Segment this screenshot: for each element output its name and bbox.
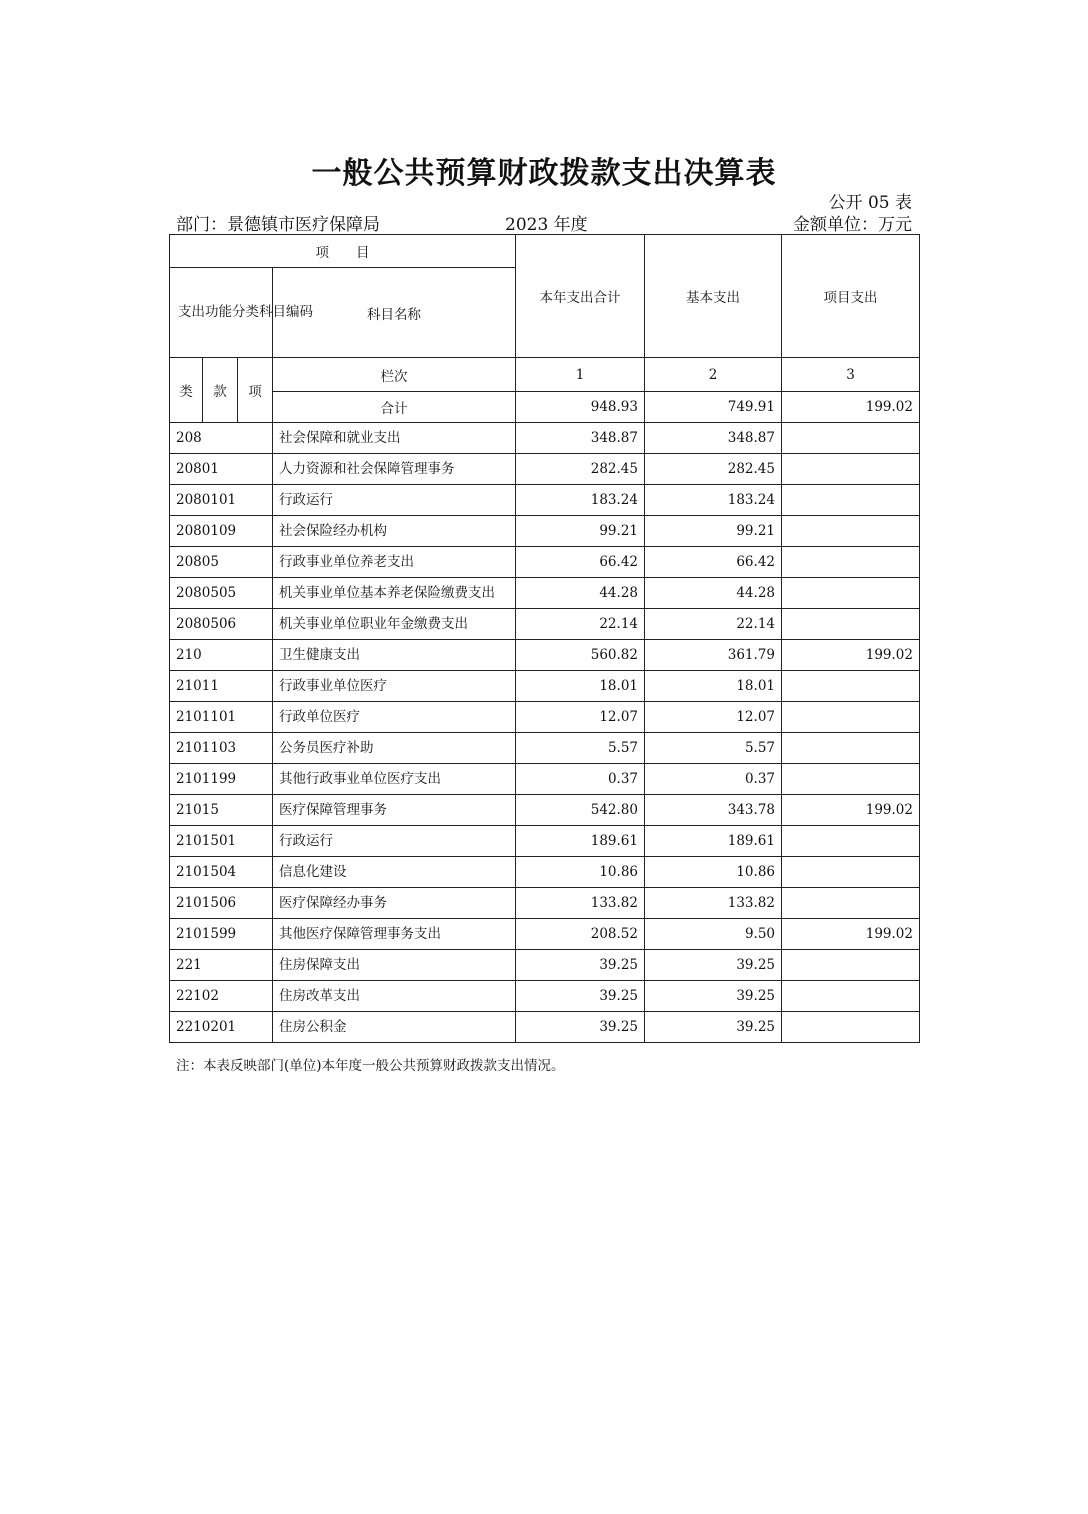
header-subject-name: 科目名称: [273, 268, 516, 358]
header-project: 项目支出: [782, 235, 920, 358]
row-basic: 9.50: [645, 919, 782, 950]
row-project: [782, 1012, 920, 1043]
row-project: [782, 857, 920, 888]
table-row: [170, 857, 920, 888]
header-basic: 基本支出: [645, 235, 782, 358]
row-project: [782, 888, 920, 919]
row-total: 18.01: [516, 671, 645, 702]
row-total: 5.57: [516, 733, 645, 764]
row-subject-name: 社会保障和就业支出: [273, 423, 516, 454]
row-total: 39.25: [516, 981, 645, 1012]
row-basic: 39.25: [645, 1012, 782, 1043]
row-code: 2101599: [170, 919, 273, 950]
row-subject-name: 行政运行: [273, 826, 516, 857]
row-code: 21011: [170, 671, 273, 702]
row-code: 221: [170, 950, 273, 981]
table-row: [170, 640, 920, 671]
row-total: 12.07: [516, 702, 645, 733]
total-row-project: 199.02: [782, 392, 920, 423]
row-total: 22.14: [516, 609, 645, 640]
row-subject-name: 行政单位医疗: [273, 702, 516, 733]
total-row-basic: 749.91: [645, 392, 782, 423]
row-code: 20805: [170, 547, 273, 578]
row-code: 20801: [170, 454, 273, 485]
row-code: 22102: [170, 981, 273, 1012]
department-label: 部门：景德镇市医疗保障局: [176, 215, 380, 235]
row-total: 44.28: [516, 578, 645, 609]
row-total: 282.45: [516, 454, 645, 485]
table-row: [170, 795, 920, 826]
row-basic: 12.07: [645, 702, 782, 733]
row-project: 199.02: [782, 795, 920, 826]
row-basic: 66.42: [645, 547, 782, 578]
row-subject-name: 社会保险经办机构: [273, 516, 516, 547]
row-total: 133.82: [516, 888, 645, 919]
table-row: [170, 919, 920, 950]
row-subject-name: 行政运行: [273, 485, 516, 516]
row-basic: 361.79: [645, 640, 782, 671]
row-code: 2101199: [170, 764, 273, 795]
row-project: [782, 485, 920, 516]
row-total: 39.25: [516, 950, 645, 981]
row-project: [782, 609, 920, 640]
table-row: [170, 454, 920, 485]
row-project: [782, 454, 920, 485]
row-total: 0.37: [516, 764, 645, 795]
row-code: 2101103: [170, 733, 273, 764]
row-subject-name: 公务员医疗补助: [273, 733, 516, 764]
row-subject-name: 信息化建设: [273, 857, 516, 888]
header-xiang: 项: [238, 358, 273, 423]
row-subject-name: 其他行政事业单位医疗支出: [273, 764, 516, 795]
row-basic: 22.14: [645, 609, 782, 640]
table-row: [170, 578, 920, 609]
row-subject-name: 住房公积金: [273, 1012, 516, 1043]
report-title: 一般公共预算财政拨款支出决算表: [311, 156, 777, 191]
row-code: 2101506: [170, 888, 273, 919]
row-basic: 39.25: [645, 950, 782, 981]
row-code: 2080505: [170, 578, 273, 609]
row-project: 199.02: [782, 640, 920, 671]
header-lanci: 栏次: [273, 358, 516, 392]
row-subject-name: 机关事业单位职业年金缴费支出: [273, 609, 516, 640]
row-basic: 99.21: [645, 516, 782, 547]
row-code: 2101101: [170, 702, 273, 733]
header-lei: 类: [170, 358, 203, 423]
row-total: 560.82: [516, 640, 645, 671]
row-subject-name: 住房保障支出: [273, 950, 516, 981]
row-basic: 343.78: [645, 795, 782, 826]
row-basic: 348.87: [645, 423, 782, 454]
row-project: [782, 826, 920, 857]
row-subject-name: 行政事业单位医疗: [273, 671, 516, 702]
row-basic: 282.45: [645, 454, 782, 485]
table-row: [170, 423, 920, 454]
fiscal-year: 2023 年度: [505, 215, 588, 235]
row-project: 199.02: [782, 919, 920, 950]
form-number: 公开 05 表: [828, 193, 912, 213]
row-subject-name: 机关事业单位基本养老保险缴费支出: [273, 578, 516, 609]
row-project: [782, 702, 920, 733]
row-basic: 183.24: [645, 485, 782, 516]
column-number-2: 2: [645, 358, 782, 392]
row-subject-name: 行政事业单位养老支出: [273, 547, 516, 578]
row-total: 208.52: [516, 919, 645, 950]
row-total: 39.25: [516, 1012, 645, 1043]
row-total: 183.24: [516, 485, 645, 516]
table-row: [170, 547, 920, 578]
table-row: [170, 733, 920, 764]
row-project: [782, 981, 920, 1012]
row-total: 542.80: [516, 795, 645, 826]
total-row-label: 合计: [273, 392, 516, 423]
row-project: [782, 578, 920, 609]
table-note: 注：本表反映部门(单位)本年度一般公共预算财政拨款支出情况。: [176, 1058, 565, 1074]
row-project: [782, 671, 920, 702]
row-total: 10.86: [516, 857, 645, 888]
header-total: 本年支出合计: [516, 235, 645, 358]
row-total: 66.42: [516, 547, 645, 578]
column-number-1: 1: [516, 358, 645, 392]
row-code: 2210201: [170, 1012, 273, 1043]
table-row: [170, 1012, 920, 1043]
row-subject-name: 医疗保障管理事务: [273, 795, 516, 826]
column-number-3: 3: [782, 358, 920, 392]
table-row: [170, 888, 920, 919]
total-row-total: 948.93: [516, 392, 645, 423]
row-total: 189.61: [516, 826, 645, 857]
row-code: 2101504: [170, 857, 273, 888]
expenditure-table: [169, 234, 920, 1043]
header-code-group: 支出功能分类科目编码: [170, 268, 273, 358]
row-basic: 39.25: [645, 981, 782, 1012]
row-basic: 133.82: [645, 888, 782, 919]
row-code: 208: [170, 423, 273, 454]
table-row: [170, 516, 920, 547]
row-basic: 189.61: [645, 826, 782, 857]
row-subject-name: 其他医疗保障管理事务支出: [273, 919, 516, 950]
row-project: [782, 547, 920, 578]
row-project: [782, 516, 920, 547]
row-total: 348.87: [516, 423, 645, 454]
header-kuan: 款: [203, 358, 238, 423]
table-row: [170, 702, 920, 733]
table-row: [170, 826, 920, 857]
row-subject-name: 医疗保障经办事务: [273, 888, 516, 919]
row-project: [782, 950, 920, 981]
row-project: [782, 423, 920, 454]
row-subject-name: 住房改革支出: [273, 981, 516, 1012]
row-code: 210: [170, 640, 273, 671]
row-basic: 5.57: [645, 733, 782, 764]
row-code: 21015: [170, 795, 273, 826]
row-subject-name: 人力资源和社会保障管理事务: [273, 454, 516, 485]
row-code: 2080506: [170, 609, 273, 640]
row-basic: 44.28: [645, 578, 782, 609]
row-basic: 18.01: [645, 671, 782, 702]
row-basic: 10.86: [645, 857, 782, 888]
row-code: 2080101: [170, 485, 273, 516]
row-basic: 0.37: [645, 764, 782, 795]
header-item: 项 目: [170, 235, 516, 268]
row-code: 2101501: [170, 826, 273, 857]
table-row: [170, 609, 920, 640]
table-row: [170, 950, 920, 981]
row-total: 99.21: [516, 516, 645, 547]
row-code: 2080109: [170, 516, 273, 547]
row-subject-name: 卫生健康支出: [273, 640, 516, 671]
amount-unit: 金额单位：万元: [793, 215, 912, 235]
row-project: [782, 764, 920, 795]
table-row: [170, 981, 920, 1012]
row-project: [782, 733, 920, 764]
table-row: [170, 485, 920, 516]
table-row: [170, 764, 920, 795]
table-row: [170, 671, 920, 702]
